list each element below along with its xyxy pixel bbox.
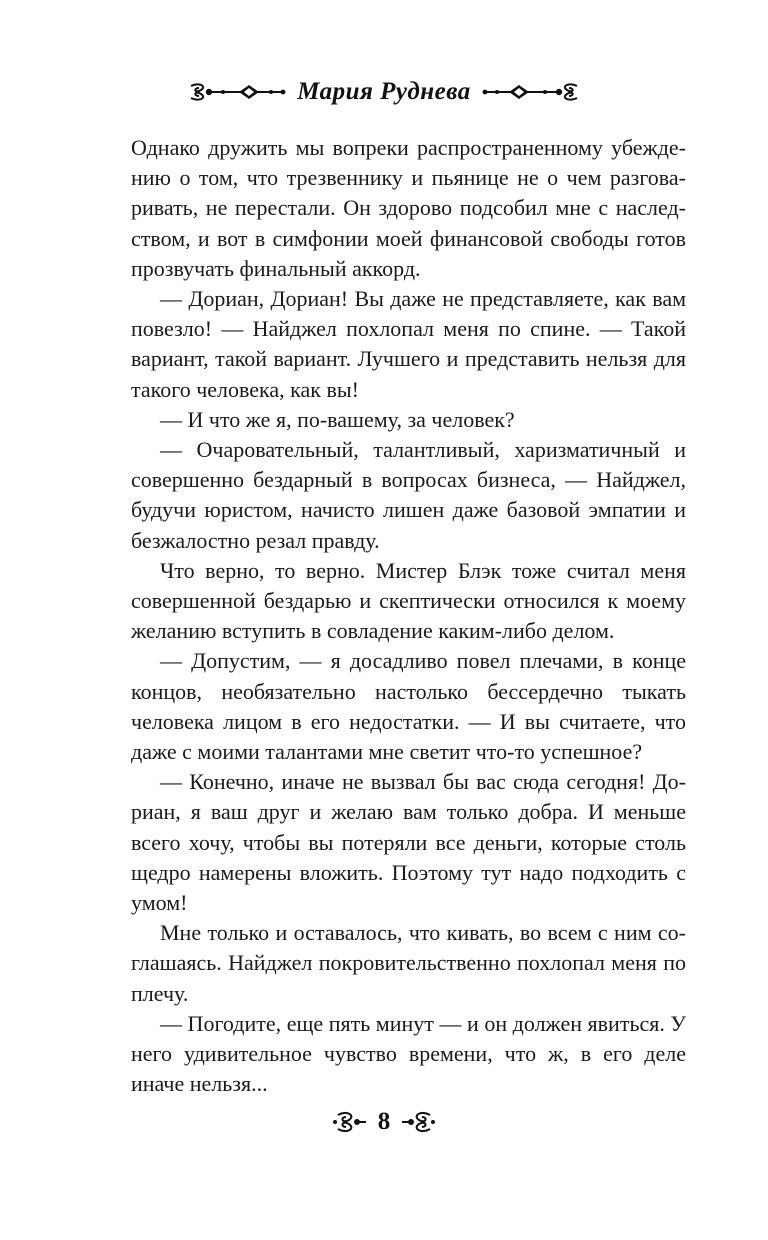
paragraph: Мне только и оставалось, что кивать, во всем с ним соглашаясь. Найджел покровительственно похлопал меня по плечу.: [131, 920, 686, 1006]
paragraph: — Погодите, еще пять минут — и он должен явиться. У него удивительное чувство времени, что ж, в его деле иначе нельзя...: [131, 1010, 686, 1097]
page-number: 8: [377, 1108, 391, 1135]
page-footer: [0, 1108, 768, 1136]
paragraph: — И что же я, по-вашему, за человек?: [160, 406, 515, 432]
running-header: [0, 78, 768, 106]
paragraph: — Очаровательный, талантливый, харизматичный и совершенно бездарный в вопросах бизнеса, — Найджел, будучи юристом, начисто лишен даже базовой эмпатии и безжалостно резал правду.: [131, 437, 686, 553]
author-name: Мария Руднева: [297, 78, 471, 105]
body-text: [131, 133, 686, 1100]
fleuron-icon: [481, 80, 581, 104]
paragraph: — Конечно, иначе не вызвал бы вас сюда сегодня! Дориан, я ваш друг и желаю вам только добра. И меньше всего хочу, чтобы вы потеряли все деньги, которые столь щедро намерены вложить. Поэтому тут надо подходить с умом!: [131, 769, 686, 916]
fleuron-icon: [402, 1109, 436, 1135]
fleuron-icon: [187, 80, 287, 104]
paragraph: Однако дружить мы вопреки распространенному убеждению о том, что трезвеннику и пьянице не о чем разговаривать, не перестали. Он здорово подсобил мне с наследством, и вот в симфонии моей финансовой свободы готов прозвучать финальный аккорд.: [131, 135, 686, 281]
paragraph: — Дориан, Дориан! Вы даже не представляете, как вам повезло! — Найджел похлопал меня по спине. — Такой вариант, такой вариант. Лучшего и представить нельзя для такого человека, как вы!: [131, 286, 686, 402]
paragraph: Что верно, то верно. Мистер Блэк тоже считал меня совершенной бездарью и скептически относился к моему желанию вступить в совладение каким-либо делом.: [131, 557, 686, 644]
paragraph: — Допустим, — я досадливо повел плечами, в конце концов, необязательно настолько бессердечно тыкать человека лицом в его недостатки. — И вы считаете, что даже с моими талантами мне светит что-то успешное?: [131, 648, 686, 765]
fleuron-icon: [332, 1109, 366, 1135]
